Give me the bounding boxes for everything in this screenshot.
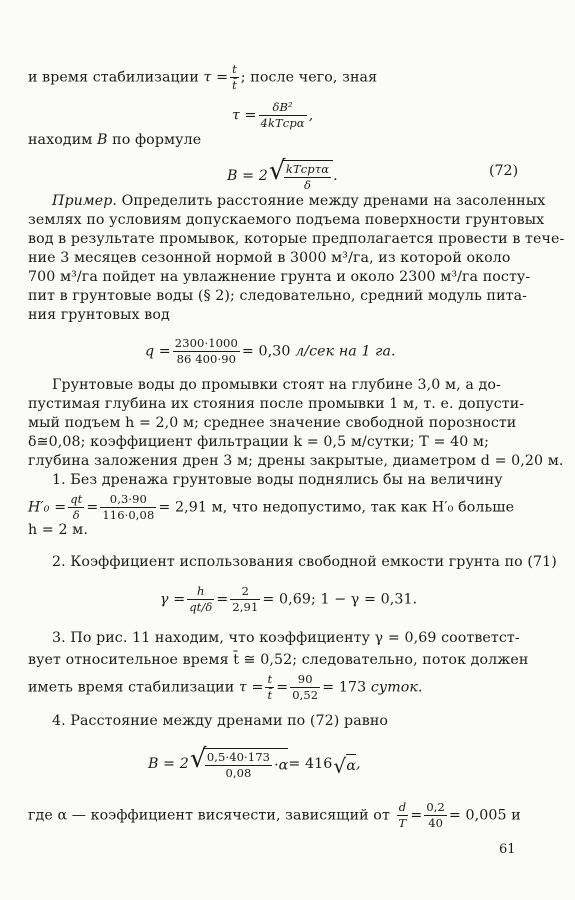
display-formula: [148, 744, 361, 780]
fraction-denominator: qt/δ: [189, 600, 213, 614]
display-formula: [145, 337, 396, 366]
text-line: [28, 673, 423, 702]
formula-lhs: q =: [145, 343, 171, 360]
text: где α — коэффициент висячести, зависящий от: [28, 807, 390, 824]
text-line: 4. Расстояние между дренами по (72) равно: [52, 713, 389, 729]
text-line: вод в результате промывок, которые предполагается провести в тече-: [28, 231, 565, 247]
fraction-denominator: δ: [72, 508, 80, 522]
fraction: [230, 63, 239, 92]
fraction: [187, 585, 214, 614]
formula-eq: =: [276, 679, 289, 696]
formula-eq: =: [86, 499, 99, 516]
fraction-denominator: t̄: [267, 688, 273, 702]
fraction-numerator: qt: [70, 492, 83, 506]
fraction-numerator: δB²: [259, 101, 307, 116]
fraction-denominator: 40: [428, 816, 444, 830]
text-line: 3. По рис. 11 находим, что коэффициенту γ = 0,69 соответст-: [52, 630, 520, 646]
square-root: [333, 753, 357, 778]
formula-lhs: B = 2: [148, 756, 189, 772]
radical-sign-icon: √: [268, 156, 286, 186]
display-formula: [227, 156, 338, 192]
fraction: [173, 337, 240, 366]
text-line: [28, 131, 201, 149]
text-line: мый подъем h = 2,0 м; среднее значение свободной порозности: [28, 415, 517, 431]
text-line: ние 3 месяцев сезонной нормой в 3000 м³/га, из которой около: [28, 250, 511, 266]
formula-rhs: = 416: [288, 756, 333, 772]
text-line: ния грунтовых вод: [28, 307, 170, 323]
radical-sign-icon: √: [333, 753, 347, 778]
formula-rhs: = 0,69; 1 − γ = 0,31.: [262, 591, 418, 608]
formula-lhs: H′₀ =: [28, 499, 67, 516]
fraction-numerator: 0,2: [426, 800, 445, 814]
text: иметь время стабилизации: [28, 679, 235, 696]
example-label: Пример.: [52, 193, 118, 209]
display-formula: [28, 493, 514, 522]
formula-lhs: γ =: [160, 591, 186, 608]
fraction-numerator: h: [187, 585, 214, 600]
formula-tail: ,: [356, 756, 361, 772]
formula-lhs: τ =: [232, 107, 257, 124]
fraction-denominator: 116·0,08: [102, 508, 155, 522]
text-line: [28, 801, 521, 830]
formula-lhs: τ =: [203, 69, 229, 86]
fraction-denominator: 4kTсрα: [260, 116, 305, 130]
unit: л/сек на 1 га.: [295, 343, 396, 360]
fraction-denominator: T: [398, 816, 407, 830]
fraction-denominator: 86 400·90: [176, 352, 237, 366]
display-formula: [232, 101, 313, 130]
text-line: δ≅0,08; коэффициент фильтрации k = 0,5 м/сутки; T = 40 м;: [28, 434, 489, 450]
text: ; после чего, зная: [240, 69, 378, 86]
text-line: 700 м³/га пойдет на увлажнение грунта и около 2300 м³/га посту-: [28, 269, 531, 285]
fraction: [68, 493, 84, 522]
fraction: [230, 585, 260, 614]
fraction-numerator: 2: [230, 585, 260, 600]
fraction-denominator: t̄: [232, 78, 237, 92]
fraction: [290, 673, 320, 702]
square-root: [268, 156, 333, 192]
formula-rhs: = 0,30: [241, 343, 291, 360]
page-number: 61: [499, 842, 516, 857]
radicand-tail: ·α: [274, 757, 289, 774]
radical-sign-icon: √: [189, 744, 207, 774]
variable: B: [97, 132, 108, 148]
text-line: [28, 63, 377, 92]
text-line: 2. Коэффициент использования свободной емкости грунта по (71): [52, 554, 557, 570]
text: = 0,005 и: [448, 807, 521, 824]
fraction-numerator: d: [397, 801, 409, 816]
text: по формуле: [112, 132, 202, 148]
text-line: землях по условиям допускаемого подъема поверхности грунтовых: [28, 212, 545, 228]
fraction: [205, 751, 272, 780]
fraction: [397, 801, 409, 830]
fraction-numerator: t: [267, 672, 273, 686]
equation-number: (72): [489, 163, 519, 179]
fraction: [259, 101, 307, 130]
fraction: [284, 163, 331, 192]
text-line: Грунтовые воды до промывки стоят на глубине 3,0 м, а до-: [52, 377, 501, 393]
fraction-numerator: 0,5·40·173: [206, 750, 271, 764]
formula-tail: .: [333, 168, 338, 184]
square-root: [189, 744, 289, 780]
fraction-numerator: kTсрτα: [285, 162, 330, 176]
formula-tail: ,: [308, 107, 314, 124]
fraction: [265, 673, 274, 702]
fraction-denominator: 2,91: [232, 600, 259, 614]
unit: суток.: [370, 679, 423, 696]
formula-eq: = 2: [242, 168, 268, 184]
display-formula: [160, 585, 417, 614]
text: и время стабилизации: [28, 69, 199, 86]
formula-lhs: B: [227, 168, 238, 184]
text-line: глубина заложения дрен 3 м; дрены закрытые, диаметром d = 0,20 м.: [28, 453, 564, 469]
formula-eq: =: [410, 807, 423, 824]
fraction-numerator: 0,3·90: [100, 493, 156, 508]
text: находим: [28, 132, 93, 148]
fraction: [100, 493, 156, 522]
radicand: α: [346, 754, 356, 775]
formula-eq: =: [216, 591, 229, 608]
fraction-numerator: t: [232, 62, 237, 76]
text: = 2,91 м, что недопустимо, так как H′₀ больше: [158, 499, 515, 516]
text-line: пит в грунтовые воды (§ 2); следовательно, средний модуль пита-: [28, 288, 528, 304]
text: Определить расстояние между дренами на засоленных: [121, 193, 546, 209]
fraction-denominator: δ: [303, 178, 311, 192]
text-line: h = 2 м.: [28, 522, 88, 538]
text: = 173: [322, 679, 367, 696]
fraction: [424, 801, 447, 830]
text-line: вует относительное время t̄ ≅ 0,52; следовательно, поток должен: [28, 652, 529, 668]
text-line: [52, 192, 545, 210]
fraction-numerator: 2300·1000: [174, 336, 238, 350]
fraction-numerator: 90: [290, 673, 320, 688]
fraction-denominator: 0,52: [292, 688, 319, 702]
fraction-denominator: 0,08: [225, 766, 252, 780]
text-line: пустимая глубина их стояния после промывки 1 м, т. е. допусти-: [28, 396, 525, 412]
text-line: 1. Без дренажа грунтовые воды поднялись бы на величину: [52, 472, 503, 488]
formula-lhs: τ =: [238, 679, 264, 696]
